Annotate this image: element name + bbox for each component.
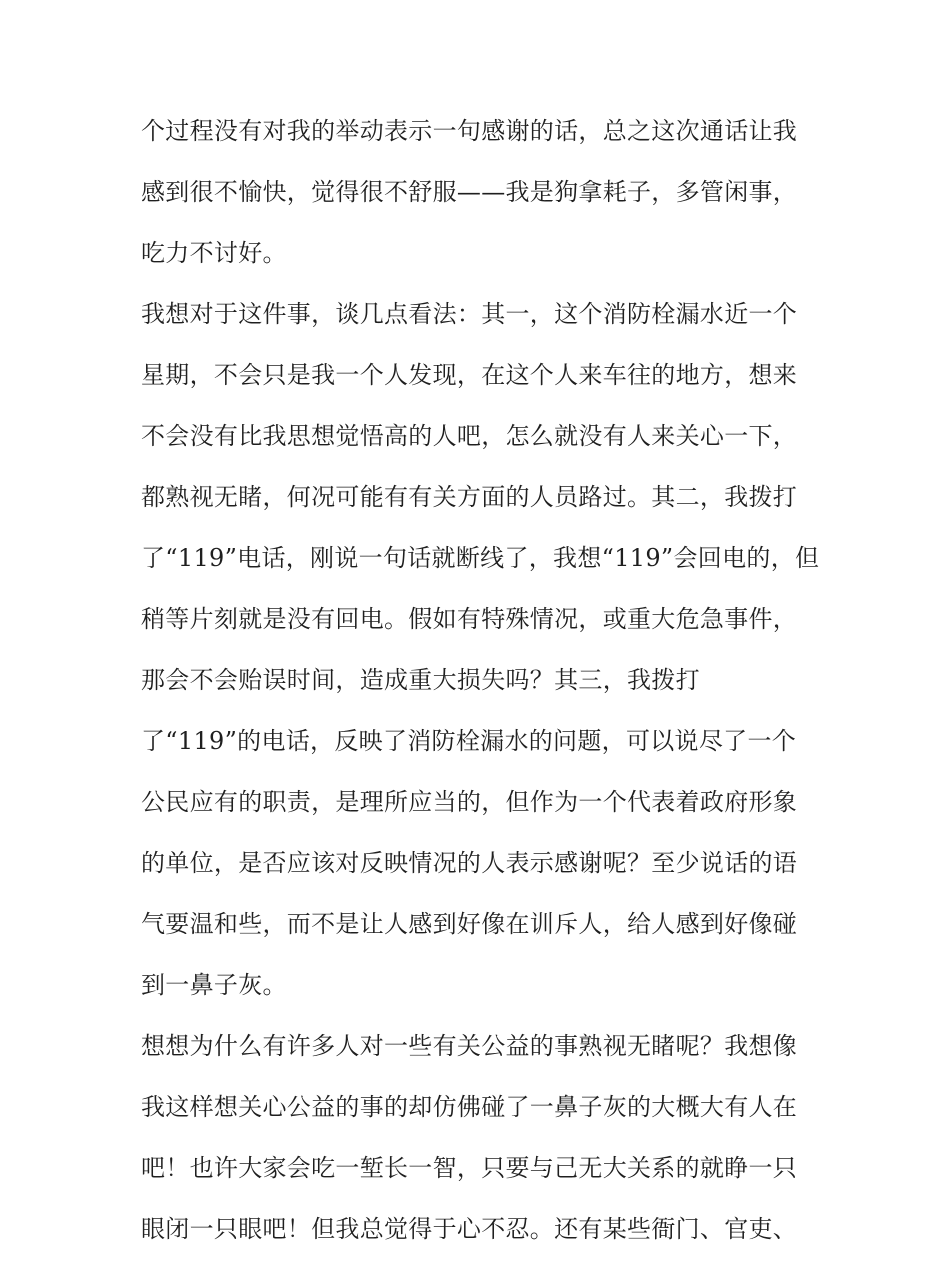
text-line: 了“119”电话，刚说一句话就断线了，我想“119”会回电的，但	[141, 544, 820, 572]
text-line: 气要温和些，而不是让人感到好像在训斥人，给人感到好像碰	[141, 910, 798, 938]
text-line: 感到很不愉快，觉得很不舒服——我是狗拿耗子，多管闲事，	[141, 178, 798, 206]
text-line: 稍等片刻就是没有回电。假如有特殊情况，或重大危急事件，	[141, 605, 798, 633]
text-line: 公民应有的职责，是理所应当的，但作为一个代表着政府形象	[141, 788, 798, 816]
text-line: 那会不会贻误时间，造成重大损失吗？其三，我拨打	[141, 666, 700, 694]
text-line: 想想为什么有许多人对一些有关公益的事熟视无睹呢？我想像	[141, 1032, 798, 1060]
text-line: 不会没有比我思想觉悟高的人吧，怎么就没有人来关心一下，	[141, 422, 798, 450]
text-line: 星期，不会只是我一个人发现，在这个人来车往的地方，想来	[141, 361, 798, 389]
text-line: 吃力不讨好。	[141, 239, 287, 267]
text-line: 吧！也许大家会吃一堑长一智，只要与己无大关系的就睁一只	[141, 1154, 798, 1182]
text-line: 个过程没有对我的举动表示一句感谢的话，总之这次通话让我	[141, 117, 798, 145]
text-line: 我想对于这件事，谈几点看法：其一，这个消防栓漏水近一个	[141, 300, 798, 328]
text-line: 我这样想关心公益的事的却仿佛碰了一鼻子灰的大概大有人在	[141, 1093, 798, 1121]
text-line: 眼闭一只眼吧！但我总觉得于心不忍。还有某些衙门、官吏、	[141, 1215, 798, 1243]
text-line: 的单位，是否应该对反映情况的人表示感谢呢？至少说话的语	[141, 849, 798, 877]
body-text	[141, 108, 821, 1267]
text-line: 了“119”的电话，反映了消防栓漏水的问题，可以说尽了一个	[141, 727, 797, 755]
text-line: 到一鼻子灰。	[141, 971, 287, 999]
text-line: 都熟视无睹，何况可能有有关方面的人员路过。其二，我拨打	[141, 483, 798, 511]
